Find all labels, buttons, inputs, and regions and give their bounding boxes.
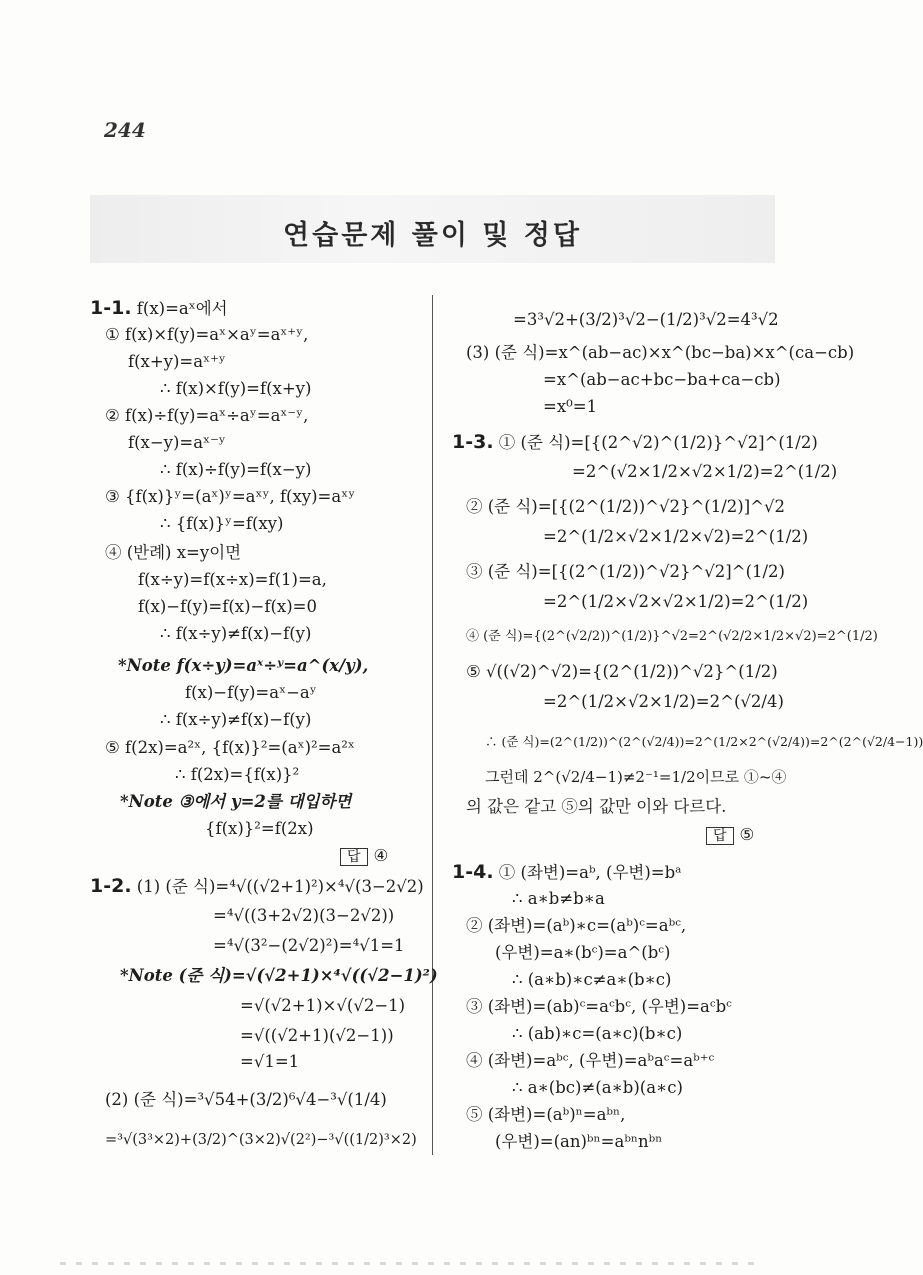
section-title: 연습문제 풀이 및 정답 bbox=[283, 220, 582, 251]
solution-line: =x^(ab−ac+bc−ba+ca−cb) bbox=[543, 370, 781, 389]
problem-1-2-heading: 1-2. (1) (준 식)=⁴√((√2+1)²)×⁴√(3−2√2) bbox=[90, 875, 424, 897]
solution-line: ∴ a∗b≠b∗a bbox=[512, 889, 605, 908]
problem-number: 1-3. bbox=[452, 431, 494, 453]
solution-line: (2) (준 식)=³√54+(3/2)⁶√4−³√(1/4) bbox=[105, 1090, 387, 1109]
solution-line: 의 값은 같고 ⑤의 값만 이와 다르다. bbox=[466, 797, 727, 816]
solution-line: ③ {f(x)}ʸ=(aˣ)ʸ=aˣʸ, f(xy)=aˣʸ bbox=[105, 487, 356, 506]
solution-line: ② (준 식)=[{(2^(1/2))^√2}^(1/2)]^√2 bbox=[466, 497, 785, 516]
solution-line: {f(x)}²=f(2x) bbox=[205, 819, 314, 838]
problem-1-3-heading: 1-3. ① (준 식)=[{(2^√2)^(1/2)}^√2]^(1/2) bbox=[452, 431, 818, 453]
solution-line: f(x−y)=aˣ⁻ʸ bbox=[128, 433, 226, 452]
solution-line: =√(√2+1)×√(√2−1) bbox=[240, 996, 406, 1015]
note-line: *Note ③에서 y=2를 대입하면 bbox=[120, 792, 352, 811]
problem-number: 1-2. bbox=[90, 875, 132, 897]
solution-line: (우변)=a∗(bᶜ)=a^(bᶜ) bbox=[495, 943, 671, 962]
solution-line: =√((√2+1)(√2−1)) bbox=[240, 1026, 394, 1045]
solution-line: =2^(√2×1/2×√2×1/2)=2^(1/2) bbox=[572, 462, 838, 481]
solution-line: ⑤ (좌변)=(aᵇ)ⁿ=aᵇⁿ, bbox=[466, 1105, 626, 1124]
solution-line: ③ (준 식)=[{(2^(1/2))^√2}^√2]^(1/2) bbox=[466, 562, 785, 581]
note-line: *Note (준 식)=√(√2+1)×⁴√((√2−1)²) bbox=[120, 966, 438, 985]
note-line: *Note f(x÷y)=aˣ÷ʸ=a^(x/y), bbox=[118, 656, 369, 675]
page-number: 244 bbox=[104, 118, 146, 142]
answer-box: 답 bbox=[340, 848, 368, 866]
answer-label: 답 ⑤ bbox=[706, 825, 754, 845]
answer-label: 답 ④ bbox=[340, 846, 388, 866]
problem-1-1-heading: 1-1. f(x)=aˣ에서 bbox=[90, 297, 228, 319]
solution-line: (3) (준 식)=x^(ab−ac)×x^(bc−ba)×x^(ca−cb) bbox=[466, 343, 855, 362]
solution-line: =2^(1/2×√2×√2×1/2)=2^(1/2) bbox=[543, 592, 809, 611]
problem-number: 1-1. bbox=[90, 297, 132, 319]
solution-line: (우변)=(an)ᵇⁿ=aᵇⁿnᵇⁿ bbox=[495, 1132, 663, 1151]
solution-line: =³√(3³×2)+(3/2)^(3×2)√(2²)−³√((1/2)³×2) bbox=[105, 1132, 417, 1148]
solution-line: ∴ (준 식)=(2^(1/2))^(2^(√2/4))=2^(1/2×2^(√2/4))=2^(2^(√2/4−1)) bbox=[485, 734, 923, 749]
problem-number: 1-4. bbox=[452, 861, 494, 883]
solution-line: ∴ (a∗b)∗c≠a∗(b∗c) bbox=[512, 970, 672, 989]
solution-line: ② f(x)÷f(y)=aˣ÷aʸ=aˣ⁻ʸ, bbox=[105, 406, 309, 425]
solution-line: ∴ {f(x)}ʸ=f(xy) bbox=[160, 514, 284, 533]
solution-line: =√1=1 bbox=[240, 1052, 300, 1071]
solution-line: =2^(1/2×√2×1/2)=2^(√2/4) bbox=[543, 692, 784, 711]
solution-line: ② (좌변)=(aᵇ)∗c=(aᵇ)ᶜ=aᵇᶜ, bbox=[466, 916, 687, 935]
solution-line: ∴ (ab)∗c=(a∗c)(b∗c) bbox=[512, 1024, 683, 1043]
solution-line: =⁴√(3²−(2√2)²)=⁴√1=1 bbox=[213, 936, 405, 955]
problem-1-4-heading: 1-4. ① (좌변)=aᵇ, (우변)=bᵃ bbox=[452, 861, 682, 883]
solution-line: ∴ f(x)×f(y)=f(x+y) bbox=[160, 379, 312, 398]
solution-line: ④ (반례) x=y이면 bbox=[105, 543, 242, 562]
solution-line: ④ (좌변)=aᵇᶜ, (우변)=aᵇaᶜ=aᵇ⁺ᶜ bbox=[466, 1051, 715, 1070]
solution-line: ① f(x)×f(y)=aˣ×aʸ=aˣ⁺ʸ, bbox=[105, 325, 309, 344]
solution-line: =⁴√((3+2√2)(3−2√2)) bbox=[213, 906, 395, 925]
solution-line: ∴ a∗(bc)≠(a∗b)(a∗c) bbox=[512, 1078, 683, 1097]
solution-line: ∴ f(x÷y)≠f(x)−f(y) bbox=[160, 624, 312, 643]
solution-line: ④ (준 식)={(2^(√2/2))^(1/2)}^√2=2^(√2/2×1/2×√2)=2^(1/2) bbox=[466, 629, 878, 644]
solution-line: ⑤ f(2x)=a²ˣ, {f(x)}²=(aˣ)²=a²ˣ bbox=[105, 738, 355, 757]
solution-line: ⑤ √((√2)^√2)={(2^(1/2))^√2}^(1/2) bbox=[466, 662, 778, 681]
solution-line: ∴ f(2x)={f(x)}² bbox=[175, 765, 300, 784]
solution-line: =2^(1/2×√2×1/2×√2)=2^(1/2) bbox=[543, 527, 809, 546]
solution-line: ③ (좌변)=(ab)ᶜ=aᶜbᶜ, (우변)=aᶜbᶜ bbox=[466, 997, 732, 1016]
solution-line: f(x÷y)=f(x÷x)=f(1)=a, bbox=[138, 570, 327, 589]
solution-line: 그런데 2^(√2/4−1)≠2⁻¹=1/2이므로 ①~④ bbox=[485, 768, 787, 786]
solution-line: f(x+y)=aˣ⁺ʸ bbox=[128, 352, 226, 371]
page-footer-noise bbox=[60, 1262, 760, 1265]
solution-line: =x⁰=1 bbox=[543, 397, 598, 416]
answer-box: 답 bbox=[706, 827, 734, 845]
solution-line: =3³√2+(3/2)³√2−(1/2)³√2=4³√2 bbox=[513, 310, 779, 329]
solution-line: f(x)−f(y)=f(x)−f(x)=0 bbox=[138, 597, 317, 616]
solution-line: ∴ f(x)÷f(y)=f(x−y) bbox=[160, 460, 312, 479]
solution-line: ∴ f(x÷y)≠f(x)−f(y) bbox=[160, 710, 312, 729]
solution-line: f(x)−f(y)=aˣ−aʸ bbox=[185, 683, 317, 702]
